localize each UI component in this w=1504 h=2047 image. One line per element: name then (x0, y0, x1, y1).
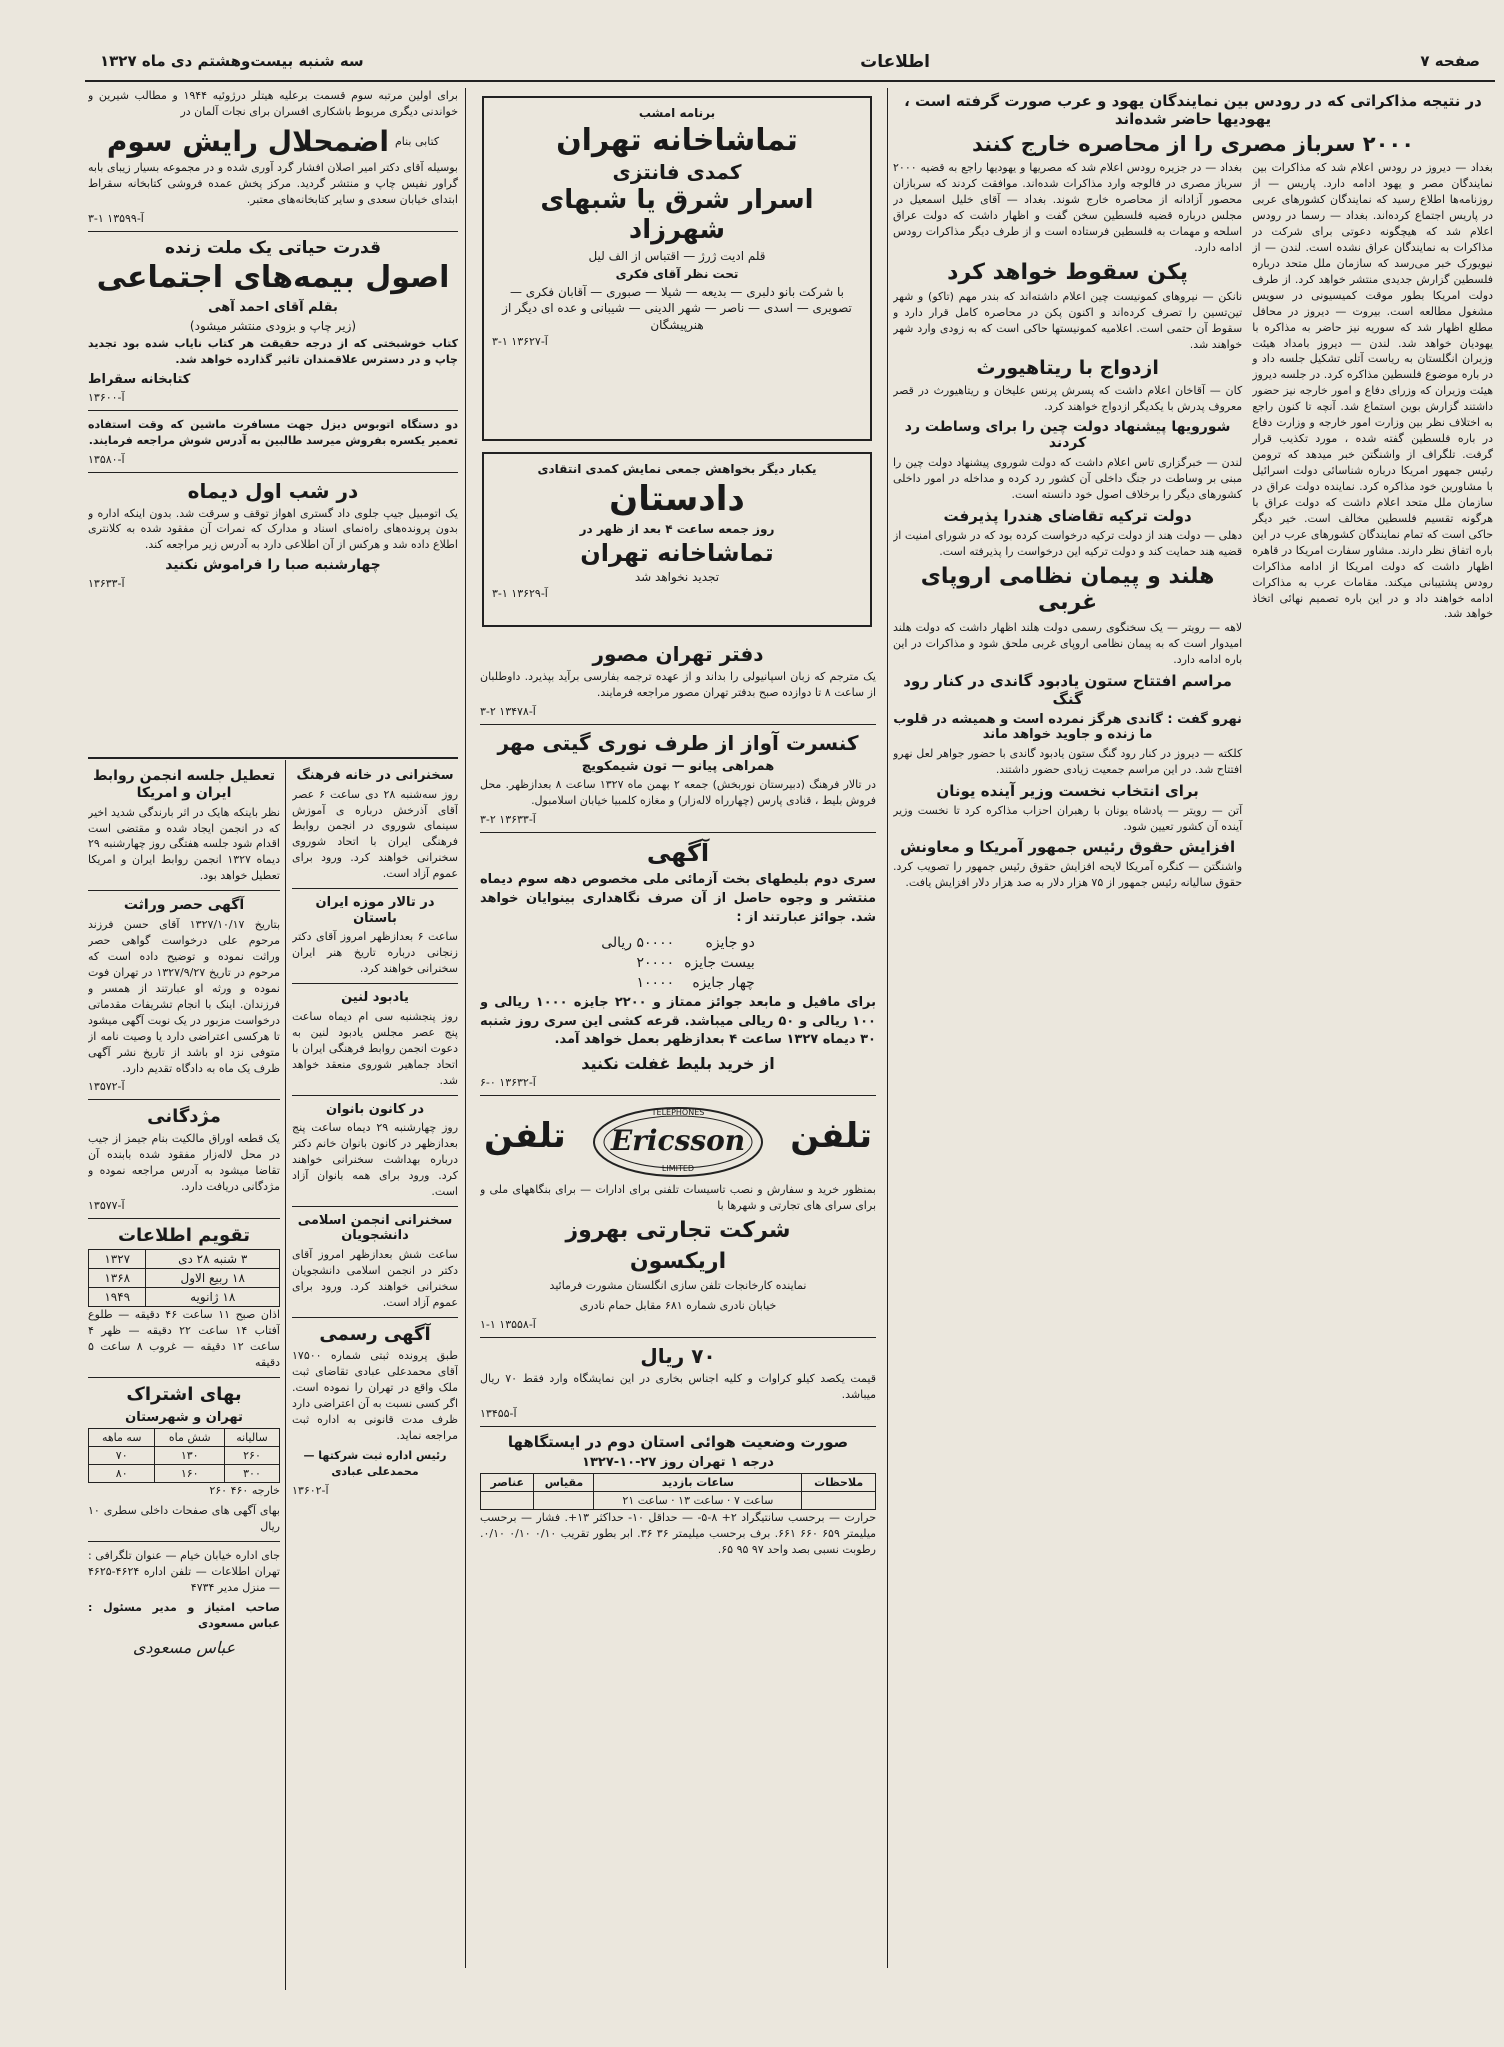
theatre-ad-author: قلم ادیت ژرژ — اقتباس از الف لیل (588, 249, 766, 264)
theatre-ad-name: تماشاخانه تهران (556, 122, 798, 158)
weather-col-elements: عناصر (481, 1474, 534, 1492)
weather-subheader-row (481, 1492, 876, 1510)
weather-cell (802, 1492, 876, 1510)
reward-body: یک قطعه اوراق مالکیت بنام جیمز از جیب در محل لاله‌زار مفقود شده بابنده آن تقاضا میشود به آدرس مراجعه نموده و مژدگانی دریافت دارد. (88, 1132, 280, 1193)
left-column-top (88, 88, 458, 758)
students-headline: سخنرانی انجمن اسلامی دانشجویان (297, 1212, 453, 1244)
khaneh-farhang-body: روز سه‌شنبه ۲۸ دی ساعت ۶ عصر آقای آذرخش درباره ی آموزش سینمای شوروی در انجمن روابط فرهنگی ایران با اتحاد شوروی سخنرانی خواهند کرد. ورود برای عموم آزاد است. (292, 787, 458, 881)
ericsson-body: بمنظور خرید و سفارش و نصب تاسیسات تلفنی برای ادارات — برای بنگاههای ملی و برای سرای های تجارتی و شهرها با (480, 1183, 876, 1213)
divider (88, 1218, 280, 1219)
divider (480, 1337, 876, 1338)
column-divider-2 (465, 88, 466, 1968)
divider (88, 1541, 280, 1542)
dadestan-ad-note: تجدید نخواهد شد (634, 570, 720, 585)
news-subcolumn-right (1252, 160, 1493, 1814)
iran-us-meeting-headline: تعطیل جلسه انجمن روابط ایران و امریکا (92, 768, 276, 801)
news-subcolumn-left (893, 160, 1242, 1814)
calendar-label: ۱۸ ربیع الاول (146, 1269, 280, 1288)
ericsson-address: خیابان نادری شماره ۶۸۱ مقابل حمام نادری (579, 1298, 777, 1312)
iran-us-meeting-body: نظر باینکه هایک در اثر بارندگی شدید اخیر که در انجمن ایجاد شده و مقتضی است اقدام شود جلسه هفتگی روز چهارشنبه ۲۹ دیماه ۱۳۲۷ انجمن روابط ایران و امریکا تعطیل خواهد بود. (88, 805, 280, 883)
weather-hours-cell: ساعت ۷ · ساعت ۱۳ · ساعت ۲۱ (594, 1492, 802, 1510)
article-holland-body: لاهه — رویتر — یک سخنگوی رسمی دولت هلند اظهار داشت که دولت هلند امیدوار است که به پیمان نظامی اروپای غربی ملحق شود و مذاکرات در این باره ادامه دارد. (893, 620, 1243, 666)
lottery-prize-table (595, 932, 761, 994)
calendar-value: ۱۳۶۸ (89, 1269, 146, 1288)
news-column-right (893, 88, 1493, 1968)
inheritance-code: ۱۳۵۷۲-آ (88, 1080, 125, 1094)
calendar-value: ۱۳۲۷ (89, 1250, 146, 1269)
jeep-ad-headline: در شب اول دیماه (187, 478, 359, 503)
lottery-body-2: برای مافیل و مابعد جوائز ممتاز و ۲۲۰۰ جایزه ۱۰۰۰ ریالی و ۱۰۰ ریالی و ۵۰ ریالی میباشد. قرعه کشی این سری روز شنبه ۳۰ دیماه ۱۳۲۷ ساعت ۴ بعدازظهر بعمل خواهد آمد. (480, 994, 876, 1048)
hour-7: ساعت ۷ (733, 1494, 774, 1508)
reward-code: ۱۳۵۷۷-آ (88, 1198, 125, 1212)
subscription-cell: ۷۰ (89, 1447, 155, 1465)
tehran-mosavar-body: یک مترجم که زبان اسپانیولی را بداند و از عهده ترجمه بفارسی برآید بپذیرد. داوطلبان از ساعت ۸ تا دوازده صبح بدفتر تهران مصور مراجعه فرمایند. (480, 670, 876, 699)
calendar-value: ۱۹۴۹ (89, 1288, 146, 1307)
article-us-salary-headline: افزایش حقوق رئیس جمهور آمریکا و معاونش (900, 838, 1236, 857)
reich-ad-title: اضمحلال رایش سوم (106, 124, 389, 158)
divider (292, 1317, 458, 1318)
jeep-ad-note: چهارشنبه صبا را فراموش نکنید (165, 557, 381, 574)
divider (88, 1099, 280, 1100)
article-peking-body: نانکن — نیروهای کمونیست چین اعلام داشته‌اند که بندر مهم (تاکو) و شهر تین‌تسین را تصرف کرده‌اند و اکنون پکن در محاصره کامل قرار دارد و سقوط آن حتمی است. اعلامیه کمونیستها حاکی است که به زودی وارد شهر خواهند شد. (893, 290, 1243, 352)
price-headline: ۷۰ ریال (640, 1343, 716, 1368)
subscription-foreign: خارجه ۴۶۰ ۲۶۰ (209, 1484, 280, 1498)
inheritance-body: بتاریخ ۱۳۲۷/۱۰/۱۷ آقای حسن فرزند مرحوم علی درخواست گواهی حصر وراثت نموده و توضیح داده است که مرحوم در تاریخ ۱۳۲۷/۹/۲۷ در تهران فوت نموده و ورثه او عبارتند از همسر و فرزندان. اینک با انجام تشریفات مقدماتی درخواست مزبور در یک نوبت آگهی میشود تا هرکسی اعتراضی دارد یا وصیت نامه از متوفی نزد او باشد از تاریخ نشر آگهی ظرف یک ماه به دادگاه تقدیم دارد. (88, 918, 280, 1075)
lottery-prize-row (597, 954, 759, 972)
subscription-cell: سالیانه (224, 1429, 279, 1447)
owner-line: صاحب امتیاز و مدیر مسئول : عباس مسعودی (88, 1600, 280, 1630)
subscription-body: بهای آگهی های صفحات داخلی سطری ۱۰ ریال (88, 1504, 280, 1534)
weather-cell (481, 1492, 534, 1510)
subscription-row (89, 1429, 280, 1447)
ericsson-code: ۱-۱ ۱۳۵۵۸-آ (480, 1317, 536, 1331)
divider (88, 231, 458, 232)
dadestan-ad-code: ۳-۱ ۱۳۶۲۹-آ (492, 587, 548, 601)
dadestan-ad-play: دادستان (609, 478, 745, 519)
middle-column (480, 638, 876, 1958)
ericsson-company: شرکت تجارتی بهروز (565, 1218, 791, 1244)
publisher-signature: عباس مسعودی (132, 1637, 236, 1657)
lottery-note: از خرید بلیط غفلت نکنید (581, 1054, 775, 1074)
subscription-headline: بهای اشتراک (126, 1384, 242, 1406)
lenin-headline: یادبود لنین (341, 990, 409, 1006)
dadestan-ad-theatre: تماشاخانه تهران (580, 538, 774, 567)
article-soviet-body: لندن — خبرگزاری تاس اعلام داشت که دولت شوروی پیشنهاد دولت چین را مبنی بر وساطت در جنگ داخلی آن کشور رد کرده و مداخله در امور داخلی کشورهای دیگر را برخلاف اصول خود دانسته است. (893, 456, 1243, 502)
insurance-ad-author: بقلم آقای احمد آهی (208, 299, 338, 315)
khaneh-farhang-headline: سخنرانی در خانه فرهنگ (296, 768, 454, 783)
lottery-code: ۶-۰ ۱۳۶۳۲-آ (480, 1076, 536, 1090)
subscription-cell: ۳۰۰ (224, 1465, 279, 1483)
reich-ad-body: بوسیله آقای دکتر امیر اصلان افشار گرد آوری شده و در مجموعه بسیار زیبای بابه گراور نفیس چاپ و منتشر گردید. مرکز پخش عمده فروشی کتابخانه سقراط ابتدای خیابان سعدی و سایر کتابخانه‌های معتبر. (88, 161, 458, 206)
article-rhodes-continued: بغداد — دیروز در رودس اعلام شد که مذاکرات بین نمایندگان مصر و یهود ادامه دارد. پاریس — از روزنامه‌ها اطلاع رسید که نمایندگان کشورهای عربی در پاریس اجتماع کرده‌اند. بغداد — رسما در رودس اعلام شد که هیچگونه دعوتی برای شرکت در مذاکرات به نمایندگان عراق نشده است. لندن — از نیویورک خبر می‌رسد که سازمان ملل متحد درباره فلسطین گزارش جدیدی منتشر خواهد کرد. از طرف دولت امریکا بطور موقت کمیسیونی در سویس مشغول مطالعه است. بیروت — دیروز در محافل مطلع اظهار شد که سوریه نیز حاضر به مذاکره با یهودیان خواهد شد. لندن — دیروز بامداد هیئت وزیران انگلستان به ریاست آتلی تشکیل جلسه داد و در باره موضوع فلسطین مذاکره کرد. در جلسه دیروز هیئت وزیران که وزرای دفاع و امور خارجه نیز حضور داشتند گزارش بوین استماع شد. آنچه تا کنون راجع به اختلاف نظر بین وزارت امور خارجه و وزارت دفاع در باره فلسطین گفته شده ، مورد تکذیب قرار گرفت. تلگراف از واشنگتن خبر میدهد که ترومن رئیس جمهور امریکا درباره شناسائی دولت اسرائیل با مشاورین خود مذاکره کرد. نماینده دولت عراق در سازمان ملل متحد اعلام داشت که دولت عراق با هرگونه تقسیم فلسطین مخالف است. خیر دیگر حاکی است که تمام نمایندگان کشورهای عرب در این باره اتفاق نظر دارند. مشاور سفارت امریکا در قاهره اظهار داشت که دولت امریکا از ادامه مذاکرات رودس پشتیبانی میکند. مقامات عرب به مذاکرات ادامه خواهند داد و در این باره تصمیم نهائی اتخاذ خواهد شد. (1252, 161, 1493, 621)
subscription-cell: ۸۰ (89, 1465, 155, 1483)
tehran-mosavar-headline: دفتر تهران مصور (592, 642, 764, 666)
calendar-headline: تقویم اطلاعات (117, 1224, 251, 1246)
lenin-body: روز پنجشنبه سی ام دیماه ساعت پنج عصر مجلس یادبود لنین به دعوت انجمن روابط فرهنگی ایران با اتحاد جماهیر شوروی منعقد خواهد شد. (292, 1009, 458, 1087)
page-header (90, 52, 1490, 82)
hour-21: ساعت ۲۱ (622, 1494, 668, 1508)
lottery-prize-row (597, 934, 759, 952)
divider (292, 983, 458, 984)
official-notice-signature: رئیس اداره ثبت شرکتها — محمدعلی عبادی (303, 1448, 447, 1478)
calendar-row (89, 1269, 280, 1288)
article-gandhi-headline: مراسم افتتاح ستون یادبود گاندی در کنار رود گنگ (903, 671, 1232, 708)
weather-table (480, 1473, 876, 1510)
divider (292, 1095, 458, 1096)
header-rule (85, 80, 1495, 82)
insurance-ad-body: کتاب خوشبختی که از درجه حقیقت هر کتاب نایاب شده بود تجدید چاپ و در دسترس علاقمندان تاثیر گذارده خواهد شد. (88, 337, 458, 367)
prize-label: چهار جایزه (692, 974, 755, 991)
article-gandhi-subheadline: نهرو گفت : گاندی هرگز نمرده است و همیشه در قلوب ما زنده و جاوید خواهد ماند (893, 711, 1242, 743)
calendar-label: ۳ شنبه ۲۸ دی (146, 1250, 280, 1269)
reich-ad-code: ۳-۱ ۱۳۵۹۹-آ (88, 211, 144, 225)
calendar-row (89, 1250, 280, 1269)
office-address: جای اداره خیابان خیام — عنوان تلگرافی : تهران اطلاعات — تلفن اداره ۴۶۲۴-۴۶۲۵ — منزل مدیر ۴۷۳۴ (88, 1549, 280, 1595)
divider (292, 888, 458, 889)
telephone-word-left: تلفن (484, 1116, 566, 1157)
insurance-ad-title: اصول بیمه‌های اجتماعی (96, 260, 450, 296)
dadestan-ad-time: روز جمعه ساعت ۴ بعد از ظهر در (579, 521, 775, 536)
column-divider-1 (887, 88, 888, 1968)
divider (88, 410, 458, 411)
calendar-row (89, 1288, 280, 1307)
left-column-left-half (88, 764, 280, 1964)
paper-name: اطلاعات (860, 52, 930, 72)
weather-col-hours: ساعات بازدید (594, 1474, 802, 1492)
dadestan-ad-box (482, 452, 872, 627)
ericsson-bottom-text: LIMITED (661, 1164, 695, 1174)
theatre-ad-cast: با شرکت بانو دلبری — بدیعه — شیلا — صبوری — آقابان فکری — تصویری — اسدی — ناصر — شهر الدینی — شیبانی و عده ای دیگر از هنرپیشگان (502, 284, 852, 333)
theatre-ad-top: برنامه امشب (638, 106, 716, 120)
museum-body: ساعت ۶ بعدازظهر امروز آقای دکتر زنجانی درباره تاریخ هنر ایران سخنرانی خواهند کرد. (292, 930, 458, 976)
subscription-subheadline: تهران و شهرستان (125, 1409, 243, 1425)
article-gandhi-body: کلکته — دیروز در کنار رود گنگ ستون یادبود گاندی با حضور جواهر لعل نهرو افتتاح شد. در این مراسم جمعیت زیادی حضور داشتند. (893, 746, 1243, 776)
lottery-prize-row (597, 974, 759, 992)
article-marriage-headline: ازدواج با ریتاهیورث (976, 356, 1159, 379)
subscription-cell: ۲۶۰ (224, 1447, 279, 1465)
prize-label: بیست جایزه (684, 954, 755, 971)
theatre-ad-play: اسرار شرق یا شبهای شهرزاد (540, 185, 814, 246)
prize-label: دو جایزه (705, 934, 755, 951)
official-notice-headline: آگهی رسمی (319, 1323, 431, 1345)
weather-headline: صورت وضعیت هوائی استان دوم در ایستگاهها (507, 1432, 849, 1451)
column-divider-3 (285, 760, 286, 1990)
weather-col-notes: ملاحظات (802, 1474, 876, 1492)
divider (480, 724, 876, 725)
subscription-row (89, 1465, 280, 1483)
divider (88, 1377, 280, 1378)
theatre-ad-director: تحت نظر آقای فکری (615, 266, 739, 281)
bus-ad-body: دو دستگاه اتوبوس دیزل جهت مسافرت ماشین که وقت استفاده تعمیر یکسره بفروش میرسد طالبین به آدرس شوش مراجعه فرمایند. (88, 417, 458, 447)
article-marriage-body: کان — آقاخان اعلام داشت که پسرش پرنس علیخان و ریتاهیورث در قصر معروف پدرش با یکدیگر ازدواج خواهند کرد. (893, 383, 1243, 413)
insurance-ad-top: قدرت حیاتی یک ملت زنده (165, 237, 381, 258)
article-rhodes-headline: در نتیجه مذاکراتی که در رودس بین نمایندگان یهود و عرب صورت گرفته است ، یهودیها حاضر شده‌اند (904, 92, 1482, 128)
concert-body: در تالار فرهنگ (دبیرستان نوربخش) جمعه ۲ بهمن ماه ۱۳۲۷ ساعت ۸ بعدازظهر. محل فروش بلیط ، قنادی پارس (چهارراه لاله‌زار) و مغازه کلمبیا خیابان اسلامبول. (480, 778, 876, 808)
article-holland-headline: هلند و پیمان نظامی اروپای غربی (920, 563, 1215, 616)
official-notice-body: طبق پرونده ثبتی شماره ۱۷۵۰۰ آقای محمدعلی عبادی تقاضای ثبت ملک واقع در تهران را نموده است. اگر کسی نسبت به آن اعتراضی دارد ظرف مدت قانونی به اداره ثبت مراجعه نماید. (292, 1349, 458, 1442)
subscription-row (89, 1447, 280, 1465)
theatre-ad-code: ۳-۱ ۱۳۶۲۷-آ (492, 335, 548, 349)
article-turkey-body: دهلی — دولت هند از دولت ترکیه درخواست کرده بود که در شورای امنیت از قضیه هند حمایت کند و دولت ترکیه این درخواست را پذیرفته است. (893, 529, 1243, 558)
weather-header-row (481, 1474, 876, 1492)
concert-headline: کنسرت آواز از طرف نوری گیتی مهر (497, 730, 859, 755)
prize-amount: ۲۰۰۰۰ (636, 954, 675, 971)
ericsson-top-text: TELEPHONES (651, 1108, 705, 1118)
ericsson-ad-banner (480, 1102, 876, 1182)
ericsson-company-2: اریکسون (629, 1248, 727, 1274)
left-column-right-half (292, 764, 458, 1964)
prize-amount: ۵۰۰۰۰ ریالی (601, 934, 675, 951)
reich-ad-top: برای اولین مرتبه سوم قسمت برعلیه هیتلر درژوئیه ۱۹۴۴ و مطالب شیرین و خواندنی دیگری مربوط باشکاری افسران برای نجات آلمان در (88, 89, 458, 118)
calendar-label: ۱۸ ژانویه (146, 1288, 280, 1307)
dadestan-ad-top: یکبار دیگر بخواهش جمعی نمایش کمدی انتقادی (537, 462, 817, 476)
price-code: ۱۳۴۵۵-آ (480, 1406, 517, 1420)
article-greece-body: آتن — رویتر — پادشاه یونان با رهبران احزاب مذاکره کرد تا نخست وزیر آینده آن کشور تعیین شود. (893, 803, 1243, 833)
subscription-cell: ۱۶۰ (155, 1465, 225, 1483)
article-soviet-headline: شورویها پیشنهاد دولت چین را برای وساطت رد کردند (904, 418, 1231, 452)
calendar-table (88, 1249, 280, 1307)
weather-cell (534, 1492, 594, 1510)
insurance-ad-code: ۱۳۶۰۰-آ (88, 390, 125, 404)
ericsson-logo (590, 1104, 766, 1180)
reward-headline: مژدگانی (147, 1106, 221, 1128)
concert-code: ۳-۲ ۱۳۶۳۳-آ (480, 813, 536, 827)
jeep-ad-body: یک اتومبیل جیپ جلوی داد گستری اهواز توقف و سرقت شد. بدون اینکه اداره و بدون پرونده‌های راه‌نمای اسناد و مدارک که نمرات آن مفقود شده به کلانتری اطلاع داده شد و هرکس از آن اطلاعی دارد به آدرس زیر مراجعه کند. (88, 506, 458, 552)
banovan-body: روز چهارشنبه ۲۹ دیماه ساعت پنج بعدازظهر در کانون بانوان خانم دکتر درباره بهداشت سخنرانی خواهند کرد. ورود برای همه بانوان آزاد است. (292, 1121, 458, 1198)
article-rhodes-subheadline: ۲۰۰۰ سرباز مصری را از محاصره خارج کنند (971, 132, 1415, 156)
left-column-rule (88, 757, 458, 759)
prize-amount: ۱۰۰۰۰ (636, 974, 675, 991)
subscription-cell: سه ماهه (89, 1429, 155, 1447)
students-body: ساعت شش بعدازظهر امروز آقای دکتر در انجمن اسلامی دانشجویان سخنرانی خواهند کرد. ورود برای عموم آزاد است. (292, 1247, 458, 1309)
lottery-headline: آگهی (646, 839, 710, 868)
divider (480, 832, 876, 833)
theatre-ad-genre: کمدی فانتزی (612, 160, 742, 185)
tehran-mosavar-code: ۳-۲ ۱۳۴۷۸-آ (480, 704, 536, 718)
divider (480, 1426, 876, 1427)
issue-date: سه شنبه بیست‌وهشتم دی ماه ۱۳۲۷ (100, 52, 364, 70)
subscription-table (88, 1428, 280, 1483)
divider (292, 1206, 458, 1207)
subscription-cell: ۱۳۰ (155, 1447, 225, 1465)
insurance-ad-store: کتابخانه سقراط (88, 372, 191, 388)
banovan-headline: در کانون بانوان (325, 1101, 425, 1117)
museum-headline: در تالار موزه ایران باستان (315, 895, 435, 926)
telephone-word-right: تلفن (790, 1116, 872, 1157)
article-rhodes-body: بغداد — در جزیره رودس اعلام شد که مصریها و یهودیها راجع به قضیه ۲۰۰۰ سرباز مصری در فالوجه وارد مذاکرات شده‌اند. موافقت کردند که سربازان محصور آزادانه از محاصره خارج شوند. بغداد — آقای خلیل اسمعیل در مجلس درباره قضیه فلسطین سخن گفت و اظهار داشت که دولت عراق اسلحه و مهمات به فلسطین فرستاده است و از طرف دیگر مذاکرات رودس ادامه دارد. (893, 161, 1243, 254)
article-peking-headline: پکن سقوط خواهد کرد (947, 259, 1189, 285)
theatre-ad-box (482, 96, 872, 441)
concert-subheadline: همراهی پیانو — تون شیمکویچ (581, 758, 775, 774)
official-notice-code: ۱۳۶۰۲-آ (292, 1483, 329, 1497)
reich-ad-tag: کتابی بنام (394, 135, 440, 149)
divider (88, 472, 458, 473)
bus-ad-code: ۱۳۵۸۰-آ (88, 452, 125, 466)
price-body: قیمت یکصد کیلو کراوات و کلیه اجناس بخاری در این نمایشگاه وارد فقط ۷۰ ریال میباشد. (480, 1371, 876, 1401)
weather-col-scale: مقیاس (534, 1474, 594, 1492)
jeep-ad-code: ۱۳۶۳۳-آ (88, 577, 125, 591)
calendar-body: اذان صبح ۱۱ ساعت ۴۶ دقیقه — طلوع آفتاب ۱۴ ساعت ۲۲ دقیقه — ظهر ۴ ساعت ۱۲ دقیقه — غروب ۸ ساعت ۵ دقیقه (88, 1308, 280, 1370)
weather-body: حرارت — برحسب سانتیگراد ۲+ ۸-۵- — حداقل ۱۰- حداکثر ۱۳+. فشار — برحسب میلیمتر ۶۵۹ ۶۶۰ ۶۶۱. برف برحسب میلیمتر ۳۶ ۳۶. ابر بطور تقریب ۰/۱۰ ۰/۱۰ ۰/۱۰. رطوبت نسبی بصد واحد ۹۷ ۹۵ ۶۵. (480, 1511, 876, 1557)
insurance-ad-sub: (زیر چاپ و بزودی منتشر میشود) (189, 319, 357, 334)
article-turkey-headline: دولت ترکیه تقاضای هندرا پذیرفت (943, 507, 1192, 526)
page-number: صفحه ۷ (1420, 52, 1480, 70)
inheritance-headline: آگهی حصر وراثت (123, 897, 245, 914)
ericsson-brand: Ericsson (610, 1124, 746, 1158)
weather-subheadline: درجه ۱ تهران روز ۲۷-۱۰-۱۳۲۷ (582, 1454, 774, 1470)
ericsson-rep: نماینده کارخانجات تلفن سازی انگلستان مشورت فرمائید (549, 1279, 807, 1293)
divider (480, 1095, 876, 1096)
divider (88, 890, 280, 891)
lottery-body: سری دوم بلیطهای بخت آزمائی ملی مخصوص دهه سوم دیماه منتشر و وجوه حاصل از آن صرف نگاهداری بینوایان خواهد شد. جوائز عبارتند از : (480, 872, 876, 925)
article-us-salary-body: واشنگتن — کنگره آمریکا لایحه افزایش حقوق رئیس جمهور را تصویب کرد. حقوق سالیانه رئیس جمهور از ۷۵ هزار دلار به صد هزار دلار افزایش یافت. (893, 860, 1243, 890)
article-greece-headline: برای انتخاب نخست وزیر آینده یونان (936, 781, 1199, 800)
subscription-cell: شش ماه (155, 1429, 225, 1447)
hour-13: ساعت ۱۳ (678, 1494, 724, 1508)
